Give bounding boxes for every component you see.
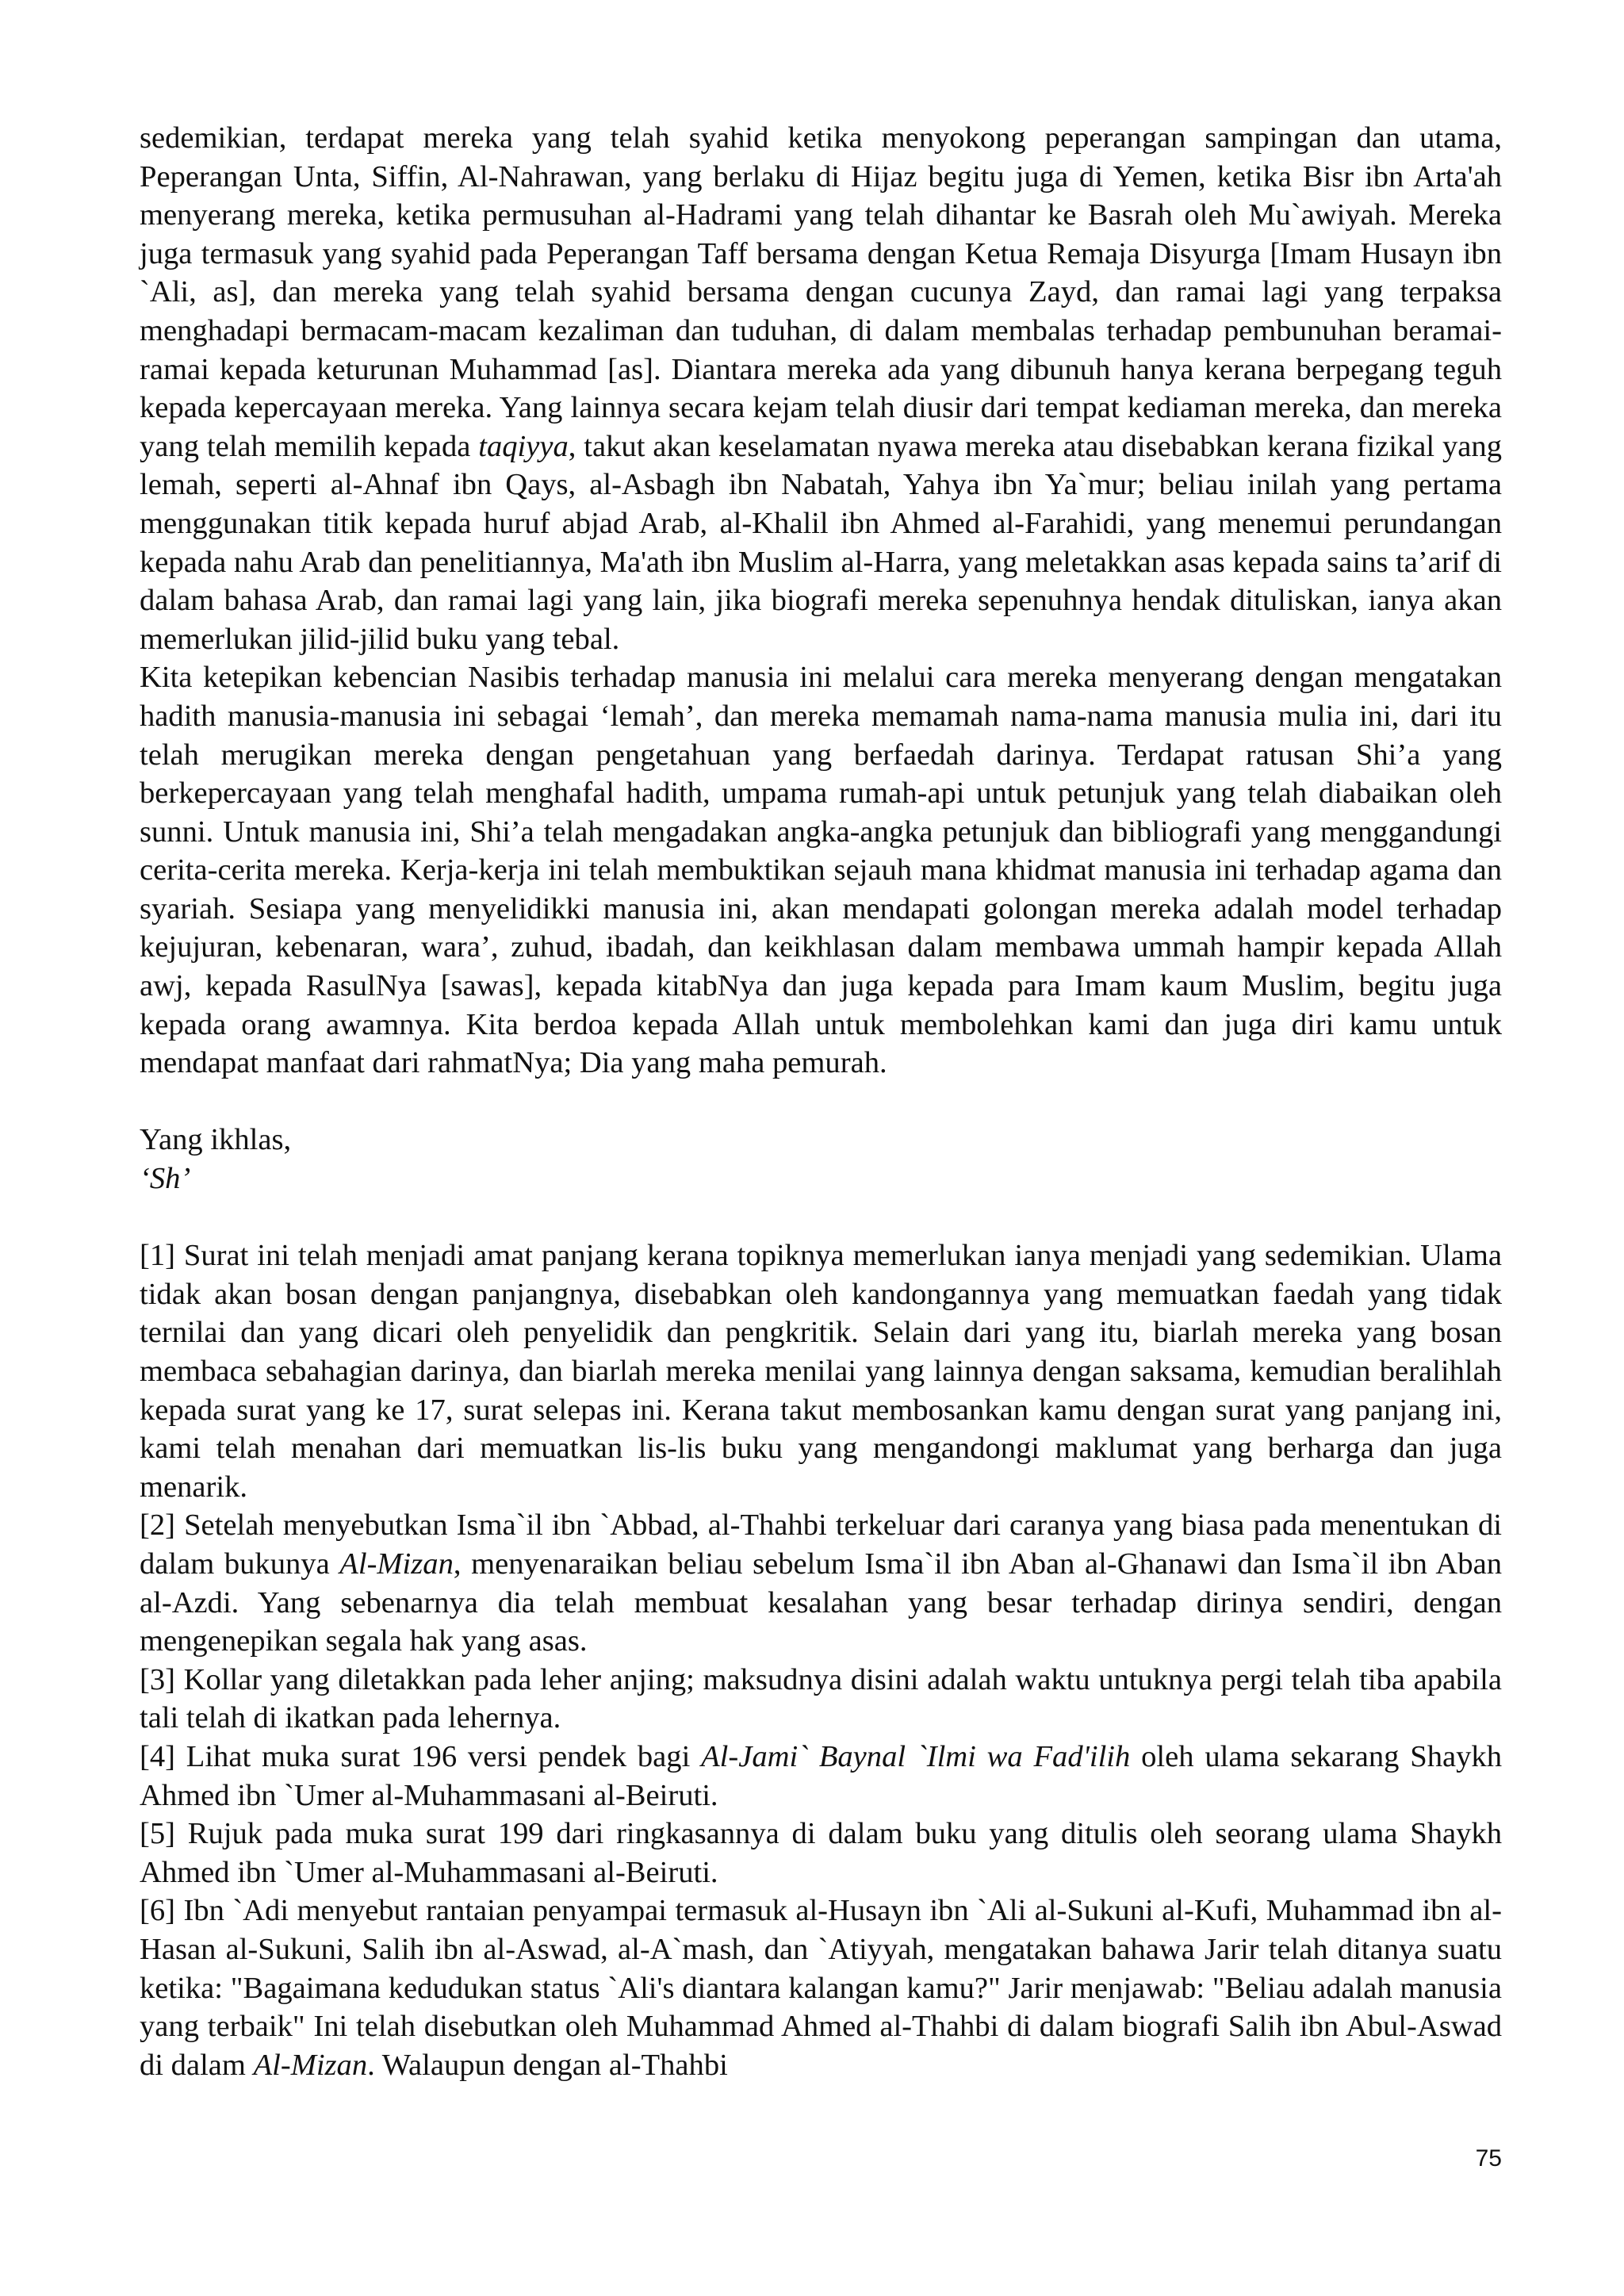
spacer bbox=[140, 1083, 1502, 1121]
italic-text: taqiyya bbox=[478, 429, 569, 463]
footnote-4 bbox=[140, 1738, 1502, 1815]
closing-salutation: Yang ikhlas, bbox=[140, 1123, 292, 1157]
footnote-6 bbox=[140, 1892, 1502, 2084]
signature: ‘Sh’ bbox=[140, 1162, 191, 1196]
text-run: [3] Kollar yang diletakkan pada leher anjing; maksudnya disini adalah waktu untuknya pergi telah tiba apabila tali telah di ikatkan pada lehernya. bbox=[140, 1662, 1502, 1735]
footnote-3 bbox=[140, 1661, 1502, 1738]
body-paragraph bbox=[140, 658, 1502, 1083]
body-paragraph bbox=[140, 119, 1502, 658]
text-run: Kita ketepikan kebencian Nasibis terhadap manusia ini melalui cara mereka menyerang dengan mengatakan hadith manusia-manusia ini sebagai ‘lemah’, dan mereka memamah nama-nama manusia mulia ini, dari itu telah merugikan mereka dengan pengetahuan yang berfaedah darinya. Terdapat ratusan Shi’a yang berkepercayaan yang telah menghafal hadith, umpama rumah-api untuk petunjuk yang telah diabaikan oleh sunni. Untuk manusia ini, Shi’a telah mengadakan angka-angka petunjuk dan bibliografi yang menggandungi cerita-cerita mereka. Kerja-kerja ini telah membuktikan sejauh mana khidmat manusia ini terhadap agama dan syariah. Sesiapa yang menyelidikki manusia ini, akan mendapati golongan mereka adalah model terhadap kejujuran, kebenaran, wara’, zuhud, ibadah, dan keikhlasan dalam membawa ummah hampir kepada Allah awj, kepada RasulNya [sawas], kepada kitabNya dan juga kepada para Imam kaum Muslim, begitu juga kepada orang awamnya. Kita berdoa kepada Allah untuk membolehkan kami dan juga diri kamu untuk mendapat manfaat dari rahmatNya; Dia yang maha pemurah. bbox=[140, 661, 1502, 1080]
italic-text: Al-Jami` Baynal `Ilmi wa Fad'ilih bbox=[701, 1739, 1131, 1773]
text-run: . Walaupun dengan al-Thahbi bbox=[367, 2048, 728, 2082]
page-content bbox=[140, 119, 1502, 2084]
italic-text: Al-Mizan bbox=[253, 2048, 368, 2082]
text-run: [2] Setelah menyebutkan Isma`il ibn `Abbad, al-Thahbi terkeluar dari caranya yang biasa pada menentukan di dalam bukunya bbox=[140, 1508, 1502, 1581]
text-run: sedemikian, terdapat mereka yang telah syahid ketika menyokong peperangan sampingan dan utama, Peperangan Unta, Siffin, Al-Nahrawan, yang berlaku di Hijaz begitu juga di Yemen, ketika Bisr ibn Arta'ah menyerang mereka, ketika permusuhan al-Hadrami yang telah dihantar ke Basrah oleh Mu`awiyah. Mereka juga termasuk yang syahid pada Peperangan Taff bersama dengan Ketua Remaja Disyurga [Imam Husayn ibn `Ali, as], dan mereka yang telah syahid bersama dengan cucunya Zayd, dan ramai lagi yang terpaksa menghadapi bermacam-macam kezaliman dan tuduhan, di dalam membalas terhadap pembunuhan beramai-ramai kepada keturunan Muhammad [as]. Diantara mereka ada yang dibunuh hanya kerana berpegang teguh kepada kepercayaan mereka. Yang lainnya secara kejam telah diusir dari tempat kediaman mereka, dan mereka yang telah memilih kepada bbox=[140, 121, 1502, 463]
text-run: , menyenaraikan beliau sebelum Isma`il ibn Aban al-Ghanawi dan Isma`il ibn Aban al-Azdi. Yang sebenarnya dia telah membuat kesalahan yang besar terhadap dirinya sendiri, dengan mengenepikan segala hak yang asas. bbox=[140, 1547, 1502, 1658]
text-run: [6] Ibn `Adi menyebut rantaian penyampai termasuk al-Husayn ibn `Ali al-Sukuni al-Kufi, Muhammad ibn al-Hasan al-Sukuni, Salih ibn al-Aswad, al-A`mash, dan `Atiyyah, mengatakan bahawa Jarir telah ditanya suatu ketika: "Bagaimana kedudukan status `Ali's diantara kalangan kamu?" Jarir menjawab: "Beliau adalah manusia yang terbaik" Ini telah disebutkan oleh Muhammad Ahmed al-Thahbi di dalam biografi Salih ibn Abul-Aswad di dalam bbox=[140, 1894, 1502, 2082]
spacer bbox=[140, 1198, 1502, 1237]
italic-text: Al-Mizan bbox=[339, 1547, 454, 1581]
page-number: 75 bbox=[1475, 2145, 1502, 2171]
text-run: oleh ulama sekarang Shaykh Ahmed ibn `Umer al-Muhammasani al-Beiruti. bbox=[140, 1739, 1502, 1812]
footnote-5 bbox=[140, 1815, 1502, 1892]
footnote-1 bbox=[140, 1236, 1502, 1506]
text-run: , takut akan keselamatan nyawa mereka atau disebabkan kerana fizikal yang lemah, seperti al-Ahnaf ibn Qays, al-Asbagh ibn Nabatah, Yahya ibn Ya`mur; beliau inilah yang pertama menggunakan titik kepada huruf abjad Arab, al-Khalil ibn Ahmed al-Farahidi, yang menemui perundangan kepada nahu Arab dan penelitiannya, Ma'ath ibn Muslim al-Harra, yang meletakkan asas kepada sains ta’arif di dalam bahasa Arab, dan ramai lagi yang lain, jika biografi mereka sepenuhnya hendak dituliskan, ianya akan memerlukan jilid-jilid buku yang tebal. bbox=[140, 429, 1502, 656]
text-run: [1] Surat ini telah menjadi amat panjang kerana topiknya memerlukan ianya menjadi yang sedemikian. Ulama tidak akan bosan dengan panjangnya, disebabkan oleh kandongannya yang memuatkan faedah yang tidak ternilai dan yang dicari oleh penyelidik dan pengkritik. Selain dari yang itu, biarlah mereka yang bosan membaca sebahagian darinya, dan biarlah mereka menilai yang lainnya dengan saksama, kemudian beralihlah kepada surat yang ke 17, surat selepas ini. Kerana takut membosankan kamu dengan surat yang panjang ini, kami telah menahan dari memuatkan lis-lis buku yang mengandongi maklumat yang berharga dan juga menarik. bbox=[140, 1239, 1502, 1504]
footnote-2 bbox=[140, 1506, 1502, 1660]
text-run: [4] Lihat muka surat 196 versi pendek bagi bbox=[140, 1739, 702, 1773]
text-run: [5] Rujuk pada muka surat 199 dari ringkasannya di dalam buku yang ditulis oleh seorang ulama Shaykh Ahmed ibn `Umer al-Muhammasani al-Beiruti. bbox=[140, 1817, 1502, 1889]
